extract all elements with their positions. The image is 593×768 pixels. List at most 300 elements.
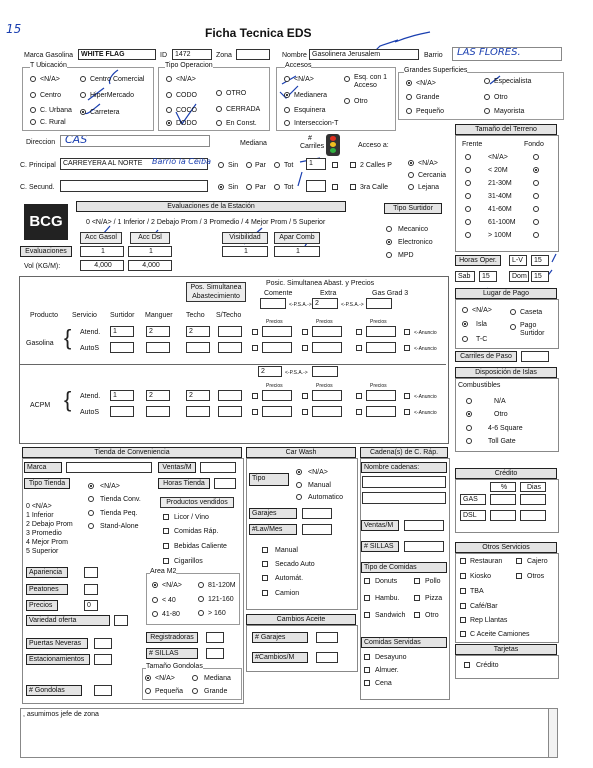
c-principal-handwritten: Barrio la Ceiba (152, 157, 212, 166)
pago-surtidor-radio[interactable] (510, 324, 516, 330)
notes-scrollbar[interactable] (548, 708, 558, 758)
gasolina-precio-check-1-2[interactable] (356, 345, 362, 351)
area-na-radio[interactable] (152, 582, 158, 588)
tienda-sillas-field[interactable] (206, 648, 224, 659)
eval-apar-comb[interactable]: 1 (274, 246, 320, 257)
operacion-otro-radio[interactable] (216, 90, 222, 96)
acpm-psa-field-2[interactable] (312, 366, 338, 377)
cadena-ventas-field[interactable] (404, 520, 444, 531)
acpm-cell-0-1[interactable]: 2 (146, 390, 170, 401)
gasolina-precio-field-0-1[interactable] (312, 326, 342, 337)
tipo-comidas-title: Tipo de Comidas (361, 562, 447, 573)
surtidor-mecanico-radio[interactable] (386, 226, 392, 232)
gond-na-radio[interactable] (145, 675, 151, 681)
area-40-label: < 40 (162, 597, 176, 604)
surtidor-electronico-radio[interactable] (386, 239, 392, 245)
gondolas-field[interactable] (94, 685, 112, 696)
cs-3calle-check[interactable] (350, 184, 356, 190)
c-secund-field[interactable] (60, 180, 208, 192)
psa-field-2[interactable]: 2 (312, 298, 338, 309)
cajero-check[interactable] (516, 558, 522, 564)
apariencia-label: Apariencia (26, 567, 68, 578)
tienda-ventas-field[interactable] (200, 462, 236, 473)
acpm-precio-field-1-1[interactable] (312, 406, 342, 417)
cw-garajes-field[interactable] (302, 508, 332, 519)
pago-na-radio[interactable] (462, 307, 468, 313)
fondo-radio-3[interactable] (533, 193, 539, 199)
frente-radio-2[interactable] (465, 180, 471, 186)
gasolina-precio-field-1-0[interactable] (262, 342, 292, 353)
acpm-cell-1-1[interactable] (146, 406, 170, 417)
cena-label: Cena (375, 680, 392, 687)
gasolina-precio-check-0-1[interactable] (302, 329, 308, 335)
accesos-na-radio[interactable] (284, 76, 290, 82)
sab-field[interactable]: 15 (479, 271, 497, 282)
frente-radio-5[interactable] (465, 219, 471, 225)
cs-par-label: Par (255, 184, 266, 191)
gasolina-cell-1-2[interactable] (186, 342, 210, 353)
vol-dsl[interactable]: 4,000 (128, 260, 172, 271)
tienda-standalone-label: Stand-Alone (100, 523, 139, 530)
gasolina-precio-check-1-1[interactable] (302, 345, 308, 351)
cw-auto-label: Automatico (308, 494, 344, 501)
terreno-title: Tamaño del Terreno (455, 124, 557, 135)
eval-acc-gasol[interactable]: 1 (80, 246, 124, 257)
accesos-esq-radio[interactable] (344, 76, 350, 82)
cp-carriles-field[interactable]: 1 (306, 158, 326, 170)
gasolina-cell-0-1[interactable]: 2 (146, 326, 170, 337)
pago-isla-radio[interactable] (462, 321, 468, 327)
acpm-cell-0-0[interactable]: 1 (110, 390, 134, 401)
prod-licor-label: Licor / Vino (174, 514, 209, 521)
prod-licor-check[interactable] (163, 514, 169, 520)
ubicacion-rural-label: C. Rural (40, 119, 66, 126)
area-121-radio[interactable] (198, 596, 204, 602)
accesos-esquinera-radio[interactable] (284, 107, 290, 113)
acpm-cell-1-0[interactable] (110, 406, 134, 417)
barrio-handwritten: LAS FLORES. (457, 47, 521, 58)
cw-automat-label: Automát. (275, 575, 304, 582)
puertas-field[interactable] (94, 638, 112, 649)
gond-pequena-radio[interactable] (145, 688, 151, 694)
gs-grande-radio[interactable] (406, 94, 412, 100)
islas-tollgate-radio[interactable] (466, 438, 472, 444)
accesos-intersec-radio[interactable] (284, 120, 290, 126)
accesos-otro-radio[interactable] (344, 98, 350, 104)
acpm-cell-1-3[interactable] (218, 406, 242, 417)
gasolina-cell-0-0[interactable]: 1 (110, 326, 134, 337)
gasolina-precio-field-1-2[interactable] (366, 342, 396, 353)
desayuno-label: Desayuno (375, 654, 407, 661)
fondo-radio-4[interactable] (533, 206, 539, 212)
terreno-option-6: > 100M (488, 232, 512, 239)
gasolina-anuncio-check-0[interactable] (404, 329, 410, 335)
cw-na-label: <N/A> (308, 469, 328, 476)
cp-par-radio[interactable] (246, 162, 252, 168)
apar-comb-button[interactable]: Apar Comb (274, 232, 320, 244)
area-40-radio[interactable] (152, 597, 158, 603)
gasolina-precios-label-2: Precios (370, 319, 387, 325)
llantas-check[interactable] (460, 617, 466, 623)
cadena-sillas-field[interactable] (404, 541, 444, 552)
prod-bebidas-check[interactable] (163, 543, 169, 549)
tienda-marca-label: Marca (24, 462, 62, 473)
corner-mark: 15 (6, 22, 22, 36)
acceso-lejana-radio[interactable] (408, 184, 414, 190)
nombre-label: Nombre (282, 52, 307, 59)
acpm-precio-field-0-2[interactable] (366, 390, 396, 401)
tienda-peq-radio[interactable] (88, 510, 94, 516)
credito-dsl-dias-field[interactable] (520, 510, 546, 521)
almuer-check[interactable] (364, 667, 370, 673)
ubicacion-rural-radio[interactable] (30, 119, 36, 125)
gs-pequeno-radio[interactable] (406, 108, 412, 114)
fondo-radio-2[interactable] (533, 180, 539, 186)
gond-grande-label: Grande (204, 688, 228, 695)
barrio-field[interactable] (452, 47, 562, 61)
ubicacion-na-label: <N/A> (40, 76, 60, 83)
gasolina-precio-field-1-1[interactable] (312, 342, 342, 353)
gasolina-precio-check-1-0[interactable] (252, 345, 258, 351)
col-techo: Techo (186, 312, 205, 319)
cw-secado-check[interactable] (262, 561, 268, 567)
direccion-handwritten: CAS (65, 135, 88, 146)
pos-simultanea-button[interactable]: Pos. Simultanea Abastecimiento (186, 282, 246, 302)
ubicacion-urbana-radio[interactable] (30, 107, 36, 113)
operacion-na-radio[interactable] (166, 76, 172, 82)
gasolina-label: Gasolina (26, 340, 54, 347)
hambu-check[interactable] (364, 595, 370, 601)
credito-gas-dias-field[interactable] (520, 494, 546, 505)
gond-grande-radio[interactable] (192, 688, 198, 694)
horas-tienda-field[interactable] (214, 478, 236, 489)
tipo-operacion-title: Tipo Operacion (165, 62, 213, 69)
pollo-check[interactable] (414, 578, 420, 584)
prod-cigarillos-label: Cigarillos (174, 558, 203, 565)
acpm-precio-check-1-1[interactable] (302, 409, 308, 415)
acpm-psa-field[interactable]: 2 (258, 366, 282, 377)
gs-otro-radio[interactable] (484, 94, 490, 100)
productos-divider (20, 364, 446, 365)
acpm-anuncio-check-0[interactable] (404, 393, 410, 399)
operacion-coco-radio[interactable] (166, 107, 172, 113)
col-servicio: Servicio (72, 312, 97, 319)
ubicacion-hiper-label: HiperMercado (90, 92, 134, 99)
page-title: Ficha Tecnica EDS (205, 26, 312, 40)
acpm-cell-1-2[interactable] (186, 406, 210, 417)
cambios-garajes-field[interactable] (316, 632, 338, 643)
tienda-standalone-radio[interactable] (88, 523, 94, 529)
tba-check[interactable] (460, 588, 466, 594)
area-41-radio[interactable] (152, 611, 158, 617)
cadena-nombre-field-2[interactable] (362, 492, 446, 504)
car-wash-tipo-label: Tipo (249, 473, 289, 486)
eval-acc-dsl[interactable]: 1 (128, 246, 172, 257)
operacion-cerrada-radio[interactable] (216, 106, 222, 112)
islas-na-radio[interactable] (466, 398, 472, 404)
id-field[interactable]: 1472 (172, 49, 212, 60)
donuts-check[interactable] (364, 578, 370, 584)
ubicacion-centro-radio[interactable] (30, 92, 36, 98)
comente-label: Comente (264, 290, 293, 297)
lv-field[interactable]: 15 (531, 255, 549, 266)
cw-auto-radio[interactable] (296, 494, 302, 500)
tarjeta-credito-label: Crédito (476, 662, 499, 669)
cs-carriles-field[interactable] (306, 180, 326, 192)
cs-sin-radio[interactable] (218, 184, 224, 190)
gasolina-brace: { (64, 325, 72, 350)
accesos-esq-label: Esq. con 1 Acceso (354, 74, 388, 89)
cw-manual-label: Manual (308, 482, 331, 489)
fondo-radio-6[interactable] (533, 232, 539, 238)
c-secund-label: C. Secund. (20, 184, 55, 191)
frente-radio-4[interactable] (465, 206, 471, 212)
cw-na-radio[interactable] (296, 469, 302, 475)
cw-garajes-label: Garajes (249, 508, 297, 519)
acpm-precio-check-0-1[interactable] (302, 393, 308, 399)
otros-serv-check[interactable] (516, 573, 522, 579)
terreno-option-5: 61-100M (488, 219, 516, 226)
gasolina-precio-field-0-2[interactable] (366, 326, 396, 337)
gasolina-cell-1-1[interactable] (146, 342, 170, 353)
gasolina-cell-0-3[interactable] (218, 326, 242, 337)
cafe-check[interactable] (460, 603, 466, 609)
tienda-marca-field[interactable] (66, 462, 152, 473)
gs-mayorista-radio[interactable] (484, 108, 490, 114)
gasolina-precio-check-0-2[interactable] (356, 329, 362, 335)
ubicacion-hiper-radio[interactable] (80, 92, 86, 98)
frente-radio-3[interactable] (465, 193, 471, 199)
registradoras-field[interactable] (206, 632, 224, 643)
credito-gas-label: GAS (460, 494, 486, 505)
operacion-const-label: En Const. (226, 120, 257, 127)
cs-par-radio[interactable] (246, 184, 252, 190)
operacion-const-radio[interactable] (216, 120, 222, 126)
acpm-precios-label-0: Precios (266, 383, 283, 389)
vol-gasol[interactable]: 4,000 (80, 260, 124, 271)
carriles-paso-field[interactable] (521, 351, 549, 362)
cw-lav-label: #Lav/Mes (249, 524, 297, 535)
pago-tc-radio[interactable] (462, 336, 468, 342)
col-s-techo: S/Techo (216, 312, 242, 319)
surtidor-mpd-radio[interactable] (386, 252, 392, 258)
pago-caseta-radio[interactable] (510, 309, 516, 315)
traffic-light-icon (326, 134, 340, 156)
operacion-dodo-label: DODO (176, 120, 197, 127)
acc-gasol-button[interactable]: Acc Gasol (80, 232, 122, 244)
gasolina-anuncio-label-1: <-Anuncio (414, 346, 437, 352)
dom-field[interactable]: 15 (531, 271, 549, 282)
restauran-check[interactable] (460, 558, 466, 564)
area-81-radio[interactable] (198, 582, 204, 588)
sandwich-label: Sandwich (375, 612, 406, 619)
cp-tot-radio[interactable] (274, 162, 280, 168)
tienda-conv-label: Tienda Conv. (100, 496, 141, 503)
tarjetas-box (455, 655, 559, 679)
precios-label: Precios (26, 600, 58, 611)
cp-2calles-label: 2 Calles P (360, 162, 392, 169)
cw-manual-check-label: Manual (275, 547, 298, 554)
gasolina-cell-1-3[interactable] (218, 342, 242, 353)
zona-field[interactable] (236, 49, 270, 60)
acceso-na-radio[interactable] (408, 160, 414, 166)
tarjeta-credito-check[interactable] (464, 662, 470, 668)
acpm-precio-check-1-2[interactable] (356, 409, 362, 415)
area-121-label: 121-160 (208, 596, 234, 603)
accesos-title: Accesos (285, 62, 312, 69)
gasolina-cell-1-0[interactable] (110, 342, 134, 353)
psa-label-1: <-P.S.A.-> (289, 302, 312, 308)
operacion-codo-radio[interactable] (166, 92, 172, 98)
operacion-coco-label: COCO (176, 107, 197, 114)
acpm-anuncio-check-1[interactable] (404, 409, 410, 415)
gasolina-autos-label: AutoS (80, 345, 100, 352)
acpm-precio-field-0-1[interactable] (312, 390, 342, 401)
cs-check-1[interactable] (332, 184, 338, 190)
credito-gas-pct-field[interactable] (490, 494, 516, 505)
visibilidad-button[interactable]: Visibilidad (222, 232, 268, 244)
tienda-na-radio[interactable] (88, 483, 94, 489)
acpm-precio-check-1-0[interactable] (252, 409, 258, 415)
ubicacion-carretera-radio[interactable] (80, 109, 86, 115)
gasolina-precio-field-0-0[interactable] (262, 326, 292, 337)
surtidor-mpd-label: MPD (398, 252, 414, 259)
cp-2calles-check[interactable] (350, 162, 356, 168)
otro-comida-check[interactable] (414, 612, 420, 618)
prod-cigarillos-check[interactable] (163, 558, 169, 564)
cw-automat-check[interactable] (262, 575, 268, 581)
fondo-radio-5[interactable] (533, 219, 539, 225)
aceite-camiones-check[interactable] (460, 631, 466, 637)
kiosko-check[interactable] (460, 573, 466, 579)
islas-na-label: N/A (494, 398, 506, 405)
eval-visibilidad[interactable]: 1 (222, 246, 268, 257)
prod-comidas-check[interactable] (163, 528, 169, 534)
ubicacion-cc-radio[interactable] (80, 76, 86, 82)
terreno-option-1: < 20M (488, 167, 508, 174)
registradoras-label: Registradoras (146, 632, 198, 643)
cp-sin-radio[interactable] (218, 162, 224, 168)
cena-check[interactable] (364, 680, 370, 686)
frente-radio-6[interactable] (465, 232, 471, 238)
islas-otro-radio[interactable] (466, 411, 472, 417)
tienda-scale-0: 0 <N/A> (26, 503, 52, 510)
cambios-mes-label: #Cambios/M (252, 652, 308, 663)
cw-manual-check[interactable] (262, 547, 268, 553)
acpm-precio-check-0-0[interactable] (252, 393, 258, 399)
variedad-field[interactable] (114, 615, 128, 626)
pizza-label: Pizza (425, 595, 443, 602)
acpm-precio-check-0-2[interactable] (356, 393, 362, 399)
area-160-radio[interactable] (198, 610, 204, 616)
frente-radio-0[interactable] (465, 154, 471, 160)
marca-field[interactable]: WHITE FLAG (78, 49, 156, 60)
cp-par-label: Par (255, 162, 266, 169)
kiosko-label: Kiosko (470, 573, 492, 580)
lv-label: L-V (509, 255, 527, 266)
acpm-cell-0-2[interactable]: 2 (186, 390, 210, 401)
apariencia-field[interactable] (84, 567, 98, 578)
col-surtidor: Surtidor (110, 312, 135, 319)
pizza-check[interactable] (414, 595, 420, 601)
operacion-dodo-radio[interactable] (166, 120, 172, 126)
notes-box[interactable] (20, 708, 558, 758)
accesos-medianera-radio[interactable] (284, 92, 290, 98)
direccion-field[interactable] (60, 135, 210, 147)
credito-dsl-pct-field[interactable] (490, 510, 516, 521)
sandwich-check[interactable] (364, 612, 370, 618)
cambios-title: Cambios Aceite (246, 614, 356, 625)
cw-camion-check[interactable] (262, 590, 268, 596)
acc-dsl-button[interactable]: Acc Dsl (130, 232, 170, 244)
horas-tienda-label: Horas Tienda (158, 478, 210, 489)
nombre-field[interactable]: Gasolinera Jerusalem (309, 49, 419, 60)
acpm-precio-field-0-0[interactable] (262, 390, 292, 401)
ubicacion-na-radio[interactable] (30, 76, 36, 82)
desayuno-check[interactable] (364, 654, 370, 660)
islas-square-radio[interactable] (466, 425, 472, 431)
cw-lav-field[interactable] (302, 524, 332, 535)
gasolina-anuncio-check-1[interactable] (404, 345, 410, 351)
aceite-camiones-label: C Aceite Camiones (470, 631, 530, 638)
psa-field-1[interactable] (260, 298, 286, 309)
precios-field[interactable]: 0 (84, 600, 98, 611)
estac-field[interactable] (94, 654, 112, 665)
cp-sin-label: Sin (228, 162, 239, 169)
gs-na-radio[interactable] (406, 80, 412, 86)
gasolina-precio-check-0-0[interactable] (252, 329, 258, 335)
llantas-label: Rep Llantas (470, 617, 508, 624)
area-na-label: <N/A> (162, 582, 182, 589)
acpm-cell-0-3[interactable] (218, 390, 242, 401)
gs-grande-label: Grande (416, 94, 440, 101)
acpm-precio-field-1-2[interactable] (366, 406, 396, 417)
psa-field-3[interactable] (366, 298, 392, 309)
terreno-frente-label: Frente (462, 141, 483, 148)
c-principal-label: C. Principal (20, 162, 56, 169)
operacion-cerrada-label: CERRADA (226, 106, 261, 113)
tba-label: TBA (470, 588, 484, 595)
gond-mediana-radio[interactable] (192, 675, 198, 681)
fondo-radio-0[interactable] (533, 154, 539, 160)
operacion-na-label: <N/A> (176, 76, 196, 83)
acpm-anuncio-label-1: <-Anuncio (414, 410, 437, 416)
fondo-radio-1[interactable] (533, 167, 539, 173)
pago-tc-label: T-C (476, 336, 488, 343)
cambios-mes-field[interactable] (316, 652, 338, 663)
tienda-scale-5: 5 Superior (26, 548, 59, 555)
productos-vendidos-button[interactable]: Productos vendidos (160, 497, 234, 508)
gs-especialista-radio[interactable] (484, 78, 490, 84)
surtidor-mecanico-label: Mecanico (398, 226, 428, 233)
terreno-option-4: 41-60M (488, 206, 512, 213)
variedad-label: Variedad oferta (26, 615, 110, 626)
psa-label-2: <-P.S.A.-> (341, 302, 364, 308)
gasolina-cell-0-2[interactable]: 2 (186, 326, 210, 337)
cs-tot-radio[interactable] (274, 184, 280, 190)
tienda-conv-radio[interactable] (88, 496, 94, 502)
acpm-precio-field-1-0[interactable] (262, 406, 292, 417)
terreno-option-2: 21-30M (488, 180, 512, 187)
cadena-nombre-field-1[interactable] (362, 476, 446, 488)
estac-label: Estacionamientos (26, 654, 90, 665)
acceso-cercania-radio[interactable] (408, 172, 414, 178)
cw-manual-radio[interactable] (296, 482, 302, 488)
frente-radio-1[interactable] (465, 167, 471, 173)
cp-check-1[interactable] (332, 162, 338, 168)
peatones-field[interactable] (84, 584, 98, 595)
gondolas-label: # Gondolas (26, 685, 82, 696)
